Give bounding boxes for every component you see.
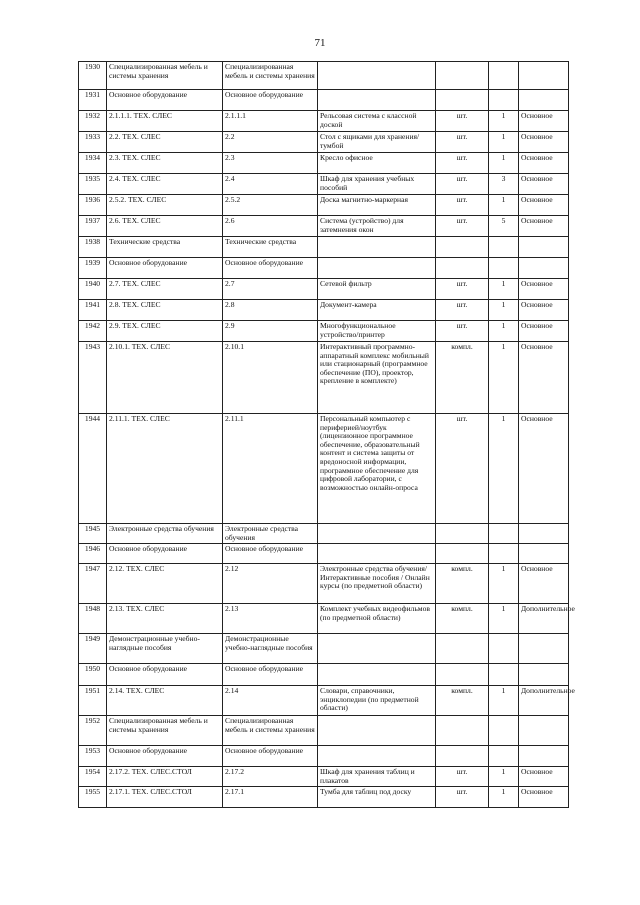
quantity-cell <box>489 237 519 258</box>
item-name-cell: Стол с ящиками для хранения/тумбой <box>318 132 436 153</box>
item-name-cell: Сетевой фильтр <box>318 279 436 300</box>
type-cell <box>519 62 569 90</box>
quantity-cell <box>489 716 519 746</box>
quantity-cell: 1 <box>489 767 519 787</box>
unit-cell: шт. <box>436 414 489 524</box>
item-name-cell: Шкаф для хранения таблиц и плакатов <box>318 767 436 787</box>
row-number-cell: 1950 <box>79 664 107 686</box>
row-number-cell: 1941 <box>79 300 107 321</box>
section-cell: 2.9 <box>223 321 318 342</box>
item-name-cell <box>318 746 436 767</box>
table-row <box>79 716 569 746</box>
unit-cell <box>436 716 489 746</box>
page-number: 71 <box>314 37 326 49</box>
row-number-cell: 1930 <box>79 62 107 90</box>
row-number-cell: 1947 <box>79 564 107 604</box>
row-number-cell: 1933 <box>79 132 107 153</box>
item-name-cell <box>318 524 436 544</box>
table-row <box>79 664 569 686</box>
item-name-cell: Персональный компьютер с периферией/ноутбук (лицензионное программное обеспечение, образовательный контент и система защиты от вредоносной информации, программное обеспечение для цифровой лаборатории, с возможностью онлайн-опроса <box>318 414 436 524</box>
type-cell <box>519 716 569 746</box>
unit-cell: шт. <box>436 174 489 195</box>
item-name-cell: Документ-камера <box>318 300 436 321</box>
unit-cell <box>436 664 489 686</box>
table-row <box>79 321 569 342</box>
row-number-cell: 1931 <box>79 90 107 111</box>
code-cell: Специализированная мебель и системы хранения <box>107 716 223 746</box>
table-row <box>79 90 569 111</box>
quantity-cell: 1 <box>489 132 519 153</box>
item-name-cell: Система (устройство) для затемнения окон <box>318 216 436 237</box>
section-cell: 2.17.1 <box>223 787 318 808</box>
code-cell: 2.5.2. ТЕХ. СЛЕС <box>107 195 223 216</box>
table-row <box>79 195 569 216</box>
item-name-cell: Кресло офисное <box>318 153 436 174</box>
code-cell: 2.10.1. ТЕХ. СЛЕС <box>107 342 223 414</box>
unit-cell: шт. <box>436 767 489 787</box>
table-row <box>79 604 569 634</box>
row-number-cell: 1952 <box>79 716 107 746</box>
quantity-cell <box>489 544 519 564</box>
code-cell: 2.17.2. ТЕХ. СЛЕС.СТОЛ <box>107 767 223 787</box>
quantity-cell: 1 <box>489 787 519 808</box>
table-row <box>79 279 569 300</box>
table-row <box>79 132 569 153</box>
type-cell: Основное <box>519 300 569 321</box>
table-row <box>79 524 569 544</box>
section-cell: 2.1.1.1 <box>223 111 318 132</box>
section-cell: 2.12 <box>223 564 318 604</box>
type-cell: Основное <box>519 279 569 300</box>
quantity-cell <box>489 634 519 664</box>
row-number-cell: 1932 <box>79 111 107 132</box>
table-row <box>79 237 569 258</box>
code-cell: 2.4. ТЕХ. СЛЕС <box>107 174 223 195</box>
code-cell: 2.8. ТЕХ. СЛЕС <box>107 300 223 321</box>
code-cell: 2.13. ТЕХ. СЛЕС <box>107 604 223 634</box>
row-number-cell: 1949 <box>79 634 107 664</box>
unit-cell: компл. <box>436 564 489 604</box>
item-name-cell <box>318 544 436 564</box>
code-cell: Основное оборудование <box>107 544 223 564</box>
type-cell: Основное <box>519 216 569 237</box>
type-cell: Основное <box>519 321 569 342</box>
type-cell <box>519 524 569 544</box>
type-cell: Дополнительное <box>519 686 569 716</box>
quantity-cell: 1 <box>489 414 519 524</box>
table-row <box>79 300 569 321</box>
row-number-cell: 1954 <box>79 767 107 787</box>
quantity-cell: 1 <box>489 321 519 342</box>
section-cell: Электронные средства обучения <box>223 524 318 544</box>
quantity-cell: 1 <box>489 153 519 174</box>
quantity-cell: 5 <box>489 216 519 237</box>
unit-cell: шт. <box>436 216 489 237</box>
section-cell: Основное оборудование <box>223 544 318 564</box>
table-row <box>79 153 569 174</box>
code-cell: 2.7. ТЕХ. СЛЕС <box>107 279 223 300</box>
type-cell: Дополнительное <box>519 604 569 634</box>
type-cell <box>519 258 569 279</box>
item-name-cell: Рельсовая система с классной доской <box>318 111 436 132</box>
section-cell: 2.3 <box>223 153 318 174</box>
section-cell: 2.13 <box>223 604 318 634</box>
unit-cell: компл. <box>436 342 489 414</box>
type-cell: Основное <box>519 195 569 216</box>
unit-cell <box>436 746 489 767</box>
item-name-cell: Многофункциональное устройство/принтер <box>318 321 436 342</box>
row-number-cell: 1938 <box>79 237 107 258</box>
quantity-cell: 1 <box>489 342 519 414</box>
code-cell: Основное оборудование <box>107 664 223 686</box>
code-cell: 2.12. ТЕХ. СЛЕС <box>107 564 223 604</box>
equipment-table <box>78 61 575 808</box>
item-name-cell <box>318 90 436 111</box>
item-name-cell <box>318 664 436 686</box>
table-row <box>79 174 569 195</box>
row-number-cell: 1939 <box>79 258 107 279</box>
item-name-cell <box>318 62 436 90</box>
quantity-cell <box>489 524 519 544</box>
code-cell: 2.1.1.1. ТЕХ. СЛЕС <box>107 111 223 132</box>
table-row <box>79 258 569 279</box>
unit-cell: шт. <box>436 195 489 216</box>
section-cell: Демонстрационные учебно-наглядные пособия <box>223 634 318 664</box>
code-cell: 2.14. ТЕХ. СЛЕС <box>107 686 223 716</box>
section-cell: Основное оборудование <box>223 664 318 686</box>
quantity-cell <box>489 90 519 111</box>
section-cell: 2.17.2 <box>223 767 318 787</box>
unit-cell <box>436 237 489 258</box>
type-cell: Основное <box>519 564 569 604</box>
section-cell: 2.6 <box>223 216 318 237</box>
unit-cell: шт. <box>436 132 489 153</box>
item-name-cell: Тумба для таблиц под доску <box>318 787 436 808</box>
section-cell: 2.4 <box>223 174 318 195</box>
section-cell: Основное оборудование <box>223 90 318 111</box>
code-cell: Основное оборудование <box>107 90 223 111</box>
unit-cell <box>436 544 489 564</box>
table-row <box>79 111 569 132</box>
unit-cell: шт. <box>436 321 489 342</box>
type-cell <box>519 544 569 564</box>
type-cell: Основное <box>519 132 569 153</box>
unit-cell <box>436 258 489 279</box>
item-name-cell <box>318 634 436 664</box>
row-number-cell: 1955 <box>79 787 107 808</box>
type-cell <box>519 746 569 767</box>
table-row <box>79 787 569 808</box>
unit-cell: шт. <box>436 111 489 132</box>
item-name-cell: Шкаф для хранения учебных пособий <box>318 174 436 195</box>
quantity-cell: 1 <box>489 300 519 321</box>
code-cell: 2.9. ТЕХ. СЛЕС <box>107 321 223 342</box>
item-name-cell: Комплект учебных видеофильмов (по предметной области) <box>318 604 436 634</box>
type-cell <box>519 634 569 664</box>
code-cell: Электронные средства обучения <box>107 524 223 544</box>
section-cell: Специализированная мебель и системы хранения <box>223 62 318 90</box>
section-cell: 2.10.1 <box>223 342 318 414</box>
type-cell <box>519 90 569 111</box>
section-cell: 2.2 <box>223 132 318 153</box>
section-cell: 2.8 <box>223 300 318 321</box>
code-cell: 2.6. ТЕХ. СЛЕС <box>107 216 223 237</box>
section-cell: 2.14 <box>223 686 318 716</box>
section-cell: Специализированная мебель и системы хранения <box>223 716 318 746</box>
row-number-cell: 1951 <box>79 686 107 716</box>
item-name-cell: Доска магнитно-маркерная <box>318 195 436 216</box>
row-number-cell: 1934 <box>79 153 107 174</box>
unit-cell: шт. <box>436 300 489 321</box>
quantity-cell: 1 <box>489 686 519 716</box>
item-name-cell: Электронные средства обучения/Интерактивные пособия / Онлайн курсы (по предметной области) <box>318 564 436 604</box>
row-number-cell: 1953 <box>79 746 107 767</box>
code-cell: Основное оборудование <box>107 258 223 279</box>
row-number-cell: 1944 <box>79 414 107 524</box>
type-cell: Основное <box>519 111 569 132</box>
quantity-cell: 1 <box>489 111 519 132</box>
section-cell: Технические средства <box>223 237 318 258</box>
code-cell: Демонстрационные учебно-наглядные пособия <box>107 634 223 664</box>
section-cell: 2.5.2 <box>223 195 318 216</box>
item-name-cell: Интерактивный программно-аппаратный комплекс мобильный или стационарный (программное обеспечение (ПО), проектор, крепление в комплекте) <box>318 342 436 414</box>
type-cell: Основное <box>519 174 569 195</box>
table-row <box>79 216 569 237</box>
table-row <box>79 564 569 604</box>
section-cell: 2.7 <box>223 279 318 300</box>
unit-cell: компл. <box>436 604 489 634</box>
quantity-cell: 1 <box>489 564 519 604</box>
item-name-cell <box>318 237 436 258</box>
quantity-cell: 1 <box>489 604 519 634</box>
quantity-cell <box>489 664 519 686</box>
quantity-cell <box>489 746 519 767</box>
item-name-cell: Словари, справочники, энциклопедии (по предметной области) <box>318 686 436 716</box>
table-row <box>79 746 569 767</box>
table-row <box>79 544 569 564</box>
row-number-cell: 1935 <box>79 174 107 195</box>
quantity-cell <box>489 258 519 279</box>
row-number-cell: 1942 <box>79 321 107 342</box>
row-number-cell: 1936 <box>79 195 107 216</box>
quantity-cell: 1 <box>489 195 519 216</box>
row-number-cell: 1946 <box>79 544 107 564</box>
type-cell: Основное <box>519 153 569 174</box>
section-cell: 2.11.1 <box>223 414 318 524</box>
table-row <box>79 686 569 716</box>
type-cell: Основное <box>519 787 569 808</box>
table-row <box>79 62 569 90</box>
type-cell: Основное <box>519 767 569 787</box>
type-cell: Основное <box>519 342 569 414</box>
row-number-cell: 1948 <box>79 604 107 634</box>
type-cell: Основное <box>519 414 569 524</box>
unit-cell <box>436 524 489 544</box>
unit-cell: шт. <box>436 153 489 174</box>
table-row <box>79 342 569 414</box>
table-row <box>79 414 569 524</box>
code-cell: 2.3. ТЕХ. СЛЕС <box>107 153 223 174</box>
row-number-cell: 1940 <box>79 279 107 300</box>
code-cell: 2.2. ТЕХ. СЛЕС <box>107 132 223 153</box>
unit-cell <box>436 62 489 90</box>
unit-cell <box>436 90 489 111</box>
row-number-cell: 1945 <box>79 524 107 544</box>
code-cell: Основное оборудование <box>107 746 223 767</box>
row-number-cell: 1943 <box>79 342 107 414</box>
unit-cell: шт. <box>436 279 489 300</box>
type-cell <box>519 237 569 258</box>
section-cell: Основное оборудование <box>223 746 318 767</box>
code-cell: Специализированная мебель и системы хранения <box>107 62 223 90</box>
section-cell: Основное оборудование <box>223 258 318 279</box>
quantity-cell: 1 <box>489 279 519 300</box>
row-number-cell: 1937 <box>79 216 107 237</box>
unit-cell: компл. <box>436 686 489 716</box>
unit-cell <box>436 634 489 664</box>
type-cell <box>519 664 569 686</box>
quantity-cell: 3 <box>489 174 519 195</box>
code-cell: 2.11.1. ТЕХ. СЛЕС <box>107 414 223 524</box>
code-cell: 2.17.1. ТЕХ. СЛЕС.СТОЛ <box>107 787 223 808</box>
code-cell: Технические средства <box>107 237 223 258</box>
table-row <box>79 767 569 787</box>
table-body <box>79 62 575 808</box>
item-name-cell <box>318 258 436 279</box>
item-name-cell <box>318 716 436 746</box>
quantity-cell <box>489 62 519 90</box>
table-row <box>79 634 569 664</box>
unit-cell: шт. <box>436 787 489 808</box>
